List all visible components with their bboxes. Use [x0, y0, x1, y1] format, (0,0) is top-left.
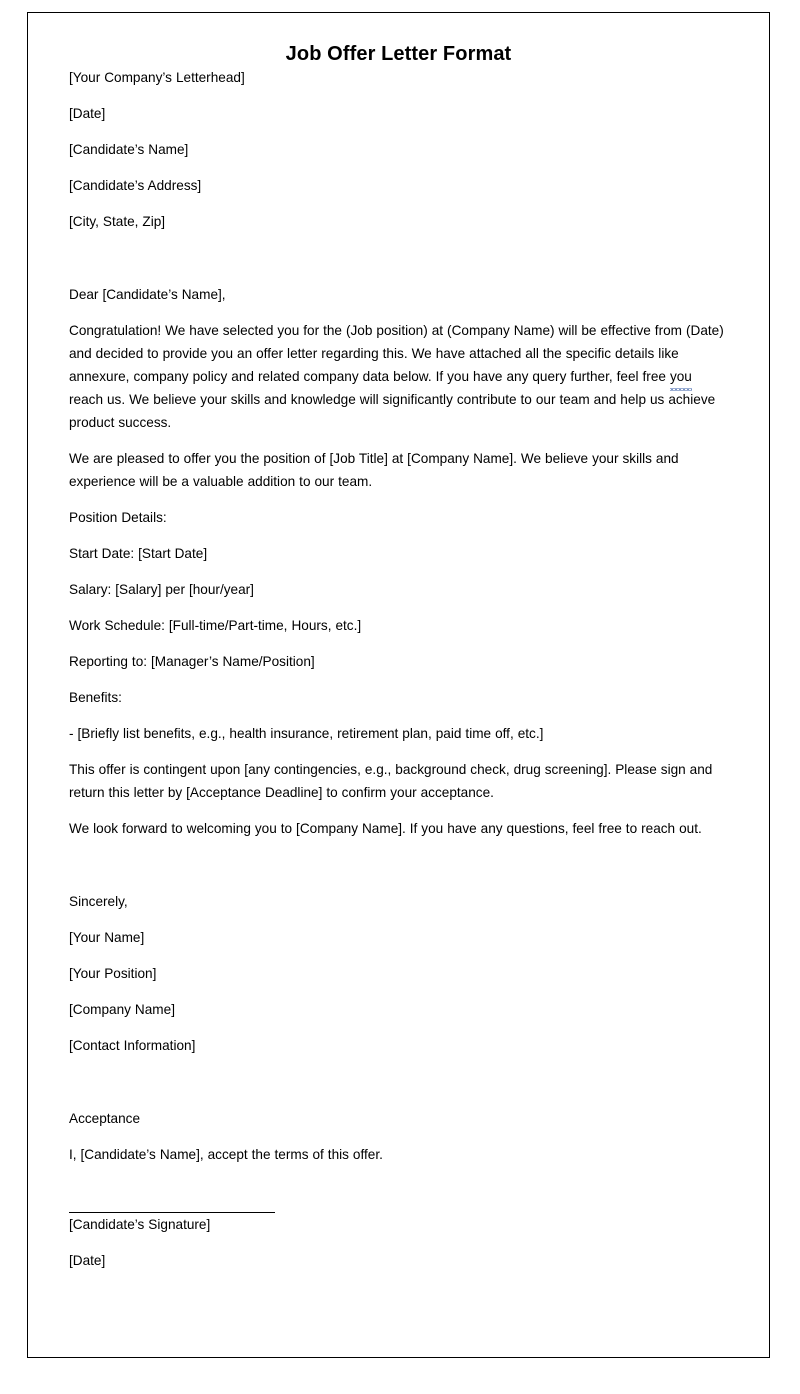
- sender-contact-line: [Contact Information]: [69, 1038, 196, 1053]
- intro-text-before-flag: Congratulation! We have selected you for the (Job position) at (Company Name) will be effective from (Date) and decided to provide you an offer letter regarding this. We have attached all the specific details like annexure, company policy and related company data below. If you have any query further, feel free: [69, 323, 724, 384]
- document-body: [28, 66, 769, 1272]
- position-detail-start-date: Start Date: [Start Date]: [69, 546, 208, 561]
- grammar-flagged-word[interactable]: you: [670, 365, 692, 388]
- benefits-heading: Benefits:: [69, 690, 122, 705]
- signoff: Sincerely,: [69, 894, 128, 909]
- position-detail-salary: Salary: [Salary] per [hour/year]: [69, 582, 254, 597]
- acceptance-statement: I, [Candidate’s Name], accept the terms of this offer.: [69, 1147, 383, 1162]
- contingency-paragraph: This offer is contingent upon [any contingencies, e.g., background check, drug screening]. Please sign and return this letter by [Acceptance Deadline] to confirm your acceptance.: [69, 762, 713, 800]
- acceptance-heading: Acceptance: [69, 1111, 141, 1126]
- position-detail-reporting-to: Reporting to: [Manager’s Name/Position]: [69, 654, 315, 669]
- intro-text-after-flag: reach us. We believe your skills and knowledge will significantly contribute to our team and help us achieve product success.: [69, 392, 716, 430]
- candidate-name-line: [Candidate’s Name]: [69, 142, 189, 157]
- offer-paragraph: We are pleased to offer you the position of [Job Title] at [Company Name]. We believe your skills and experience will be a valuable addition to our team.: [69, 451, 679, 489]
- intro-paragraph: [69, 319, 729, 434]
- date-line: [Date]: [69, 106, 106, 121]
- letterhead-line: [Your Company’s Letterhead]: [69, 70, 245, 85]
- sender-name-line: [Your Name]: [69, 930, 145, 945]
- page-title: Job Offer Letter Format: [285, 43, 512, 65]
- closing-paragraph: We look forward to welcoming you to [Company Name]. If you have any questions, feel free to reach out.: [69, 821, 702, 836]
- candidate-signature-label: [Candidate’s Signature]: [69, 1217, 211, 1232]
- position-detail-work-schedule: Work Schedule: [Full-time/Part-time, Hours, etc.]: [69, 618, 362, 633]
- candidate-city-state-zip-line: [City, State, Zip]: [69, 214, 166, 229]
- salutation: Dear [Candidate’s Name],: [69, 287, 226, 302]
- position-details-heading: Position Details:: [69, 510, 167, 525]
- document-page: [27, 12, 770, 1358]
- benefits-list-item: - [Briefly list benefits, e.g., health insurance, retirement plan, paid time off, etc.]: [69, 726, 544, 741]
- candidate-address-line: [Candidate’s Address]: [69, 178, 202, 193]
- sender-position-line: [Your Position]: [69, 966, 157, 981]
- acceptance-date-label: [Date]: [69, 1253, 106, 1268]
- sender-company-line: [Company Name]: [69, 1002, 175, 1017]
